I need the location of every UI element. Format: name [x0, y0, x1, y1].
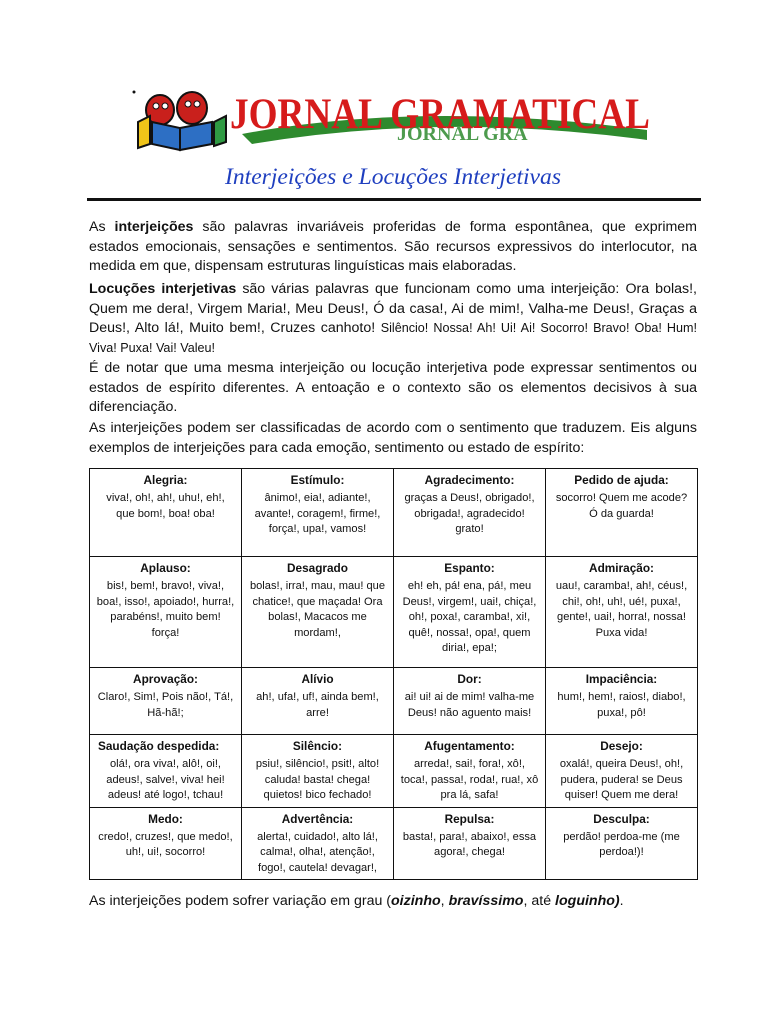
cell-text: Claro!, Sim!, Pois não!, Tá!, Hã-hã!;: [97, 691, 234, 719]
table-cell: [546, 668, 698, 735]
cell-heading: Afugentamento:: [424, 739, 515, 753]
table-cell: [90, 469, 242, 557]
table-cell: [242, 735, 394, 808]
table-cell: [242, 807, 394, 880]
svg-text:Interjeições e Locuções Interj: Interjeições e Locuções Interjetivas: [223, 164, 562, 189]
classification-paragraph: As interjeições podem ser classificadas de acordo com o sentimento que traduzem. Eis alguns exemplos de interjeições para cada emoção, sentimento ou estado de espírito:: [89, 420, 697, 456]
cell-heading: Aplauso:: [140, 561, 191, 575]
cell-heading: Espanto:: [444, 561, 495, 575]
cell-heading: Desejo:: [600, 739, 643, 753]
cell-text: ânimo!, eia!, adiante!, avante!, coragem!, firme!, força!, upa!, vamos!: [254, 492, 381, 536]
cell-text: basta!, para!, abaixo!, essa agora!, chega!: [402, 831, 537, 859]
cell-text: psiu!, silêncio!, psit!, alto! caluda! basta! chega! quietos! bico fechado!: [255, 758, 380, 802]
table-cell: [90, 735, 242, 808]
cell-text: ai! ui! ai de mim! valha-me Deus! não aguento mais!: [404, 691, 535, 719]
cell-heading: Pedido de ajuda:: [574, 473, 669, 487]
cell-text: credo!, cruzes!, que medo!, uh!, ui!, socorro!: [98, 831, 233, 859]
table-cell: [242, 668, 394, 735]
cell-text: perdão! perdoa-me (me perdoa!)!: [563, 831, 680, 859]
example-word: bravíssimo: [448, 893, 524, 909]
cell-text: alerta!, cuidado!, alto lá!, calma!, olha!, atenção!, fogo!, cautela! devagar!,: [257, 831, 378, 874]
table-cell: [394, 735, 546, 808]
cell-heading: Desculpa:: [593, 811, 650, 826]
cell-text: graças a Deus!, obrigado!, obrigada!, agradecido! grato!: [404, 492, 535, 536]
cell-text: oxalá!, queira Deus!, oh!, pudera, pudera! se Deus quiser! Quem me dera!: [559, 758, 684, 802]
interjections-table: [89, 468, 698, 880]
cell-heading: Alegria:: [143, 473, 188, 487]
table-cell: [394, 469, 546, 557]
cell-text: socorro! Quem me acode? Ó da guarda!: [555, 492, 688, 520]
cell-heading: Admiração:: [589, 561, 654, 575]
cell-heading: Aprovação:: [133, 672, 198, 686]
note-paragraph: É de notar que uma mesma interjeição ou locução interjetiva pode expressar sentimentos ou estados de espírito diferentes. A entoação e o contexto são os elementos decisivos à sua diferenciação.: [89, 360, 697, 415]
table-row: [90, 557, 698, 668]
table-cell: [90, 557, 242, 668]
cell-heading: Impaciência:: [585, 672, 658, 686]
table-cell: [90, 668, 242, 735]
table-row: [90, 807, 698, 880]
cell-text: eh! eh, pá! ena, pá!, meu Deus!, virgem!, uai!, chiça!, oh!, poxa!, caramba!, xi!, quê!, nossa!, opa!, quem diria!, epa!;: [402, 580, 537, 655]
masthead: [130, 82, 660, 162]
closing-paragraph: As interjeições podem sofrer variação em grau (oizinho, bravíssimo, até loguinho).: [89, 893, 624, 909]
cell-heading: Dor:: [457, 672, 482, 686]
table-cell: [394, 557, 546, 668]
cell-text: bolas!, irra!, mau, mau! que chatice!, que maçada! Ora bolas!, Macacos me mordam!,: [249, 580, 386, 639]
masthead-title: [222, 82, 662, 162]
table-row: [90, 735, 698, 808]
header-divider: [87, 198, 701, 201]
table-cell: [242, 557, 394, 668]
term-interjeicoes: interjeições: [114, 219, 194, 235]
svg-text:JORNAL GRAMATICAL: JORNAL GRAMATICAL: [230, 91, 650, 138]
cell-text: arreda!, sai!, fora!, xô!, toca!, passa!, roda!, rua!, xô pra lá, safa!: [400, 758, 539, 802]
table-row: [90, 668, 698, 735]
cell-text: hum!, hem!, raios!, diabo!, puxa!, pô!: [557, 691, 686, 719]
cell-heading: Advertência:: [281, 811, 354, 826]
cell-heading: Saudação despedida:: [98, 739, 220, 753]
cell-heading: Alívio: [301, 672, 334, 686]
table-cell: [394, 668, 546, 735]
cell-heading: Silêncio:: [292, 739, 343, 753]
table-cell: [546, 557, 698, 668]
cell-text: olá!, ora viva!, alô!, oi!, adeus!, salve!, viva! hei! adeus! até logo!, tchau!: [106, 758, 225, 802]
cell-heading: Agradecimento:: [424, 473, 515, 487]
locucoes-paragraph: Locuções interjetivas são várias palavras que funcionam como uma interjeição: Ora bolas!, Quem me dera!, Virgem Maria!, Meu Deus!, Ó da casa!, Ai de mim!, Valha-me Deus!, Graças a Deus!, Alto lá!, Muito bem!, Cruzes canhoto! Silêncio! Nossa! Ah! Ui! Ai! Socorro! Bravo! Oba! Hum! Viva! Puxa! Vai! Valeu!: [89, 281, 698, 355]
table-cell: [546, 735, 698, 808]
cell-heading: Estímulo:: [290, 473, 345, 487]
svg-text:JORNAL GRA: JORNAL GRA: [397, 123, 528, 145]
newspaper-mascot-logo: [130, 82, 230, 154]
cell-heading: Repulsa:: [444, 811, 495, 826]
table-cell: [394, 807, 546, 880]
cell-heading: Medo:: [148, 811, 183, 826]
cell-heading: Desagrado: [287, 561, 348, 575]
table-cell: [546, 469, 698, 557]
cell-text: uau!, caramba!, ah!, céus!, chi!, oh!, uh!, ué!, puxa!, gente!, uai!, horra!, nossa! Puxa vida!: [555, 580, 688, 639]
table-row: [90, 469, 698, 557]
table-cell: [90, 807, 242, 880]
section-subtitle: [0, 160, 768, 196]
table-cell: [242, 469, 394, 557]
table-cell: [546, 807, 698, 880]
example-word: loguinho): [555, 893, 620, 909]
cell-text: bis!, bem!, bravo!, viva!, boa!, isso!, apoiado!, hurra!, parabéns!, muito bem! força!: [96, 580, 235, 639]
cell-text: ah!, ufa!, uf!, ainda bem!, arre!: [256, 691, 379, 719]
term-locucoes: Locuções interjetivas: [89, 281, 237, 297]
intro-paragraph: As interjeições são palavras invariáveis proferidas de forma espontânea, que exprimem estados emocionais, sensações e sentimentos. São recursos expressivos do interlocutor, na medida em que, dispensam estruturas linguísticas mais elaboradas.: [89, 219, 697, 274]
cell-text: viva!, oh!, ah!, uhu!, eh!, que bom!, boa! oba!: [106, 492, 225, 520]
example-word: oizinho: [391, 893, 441, 909]
